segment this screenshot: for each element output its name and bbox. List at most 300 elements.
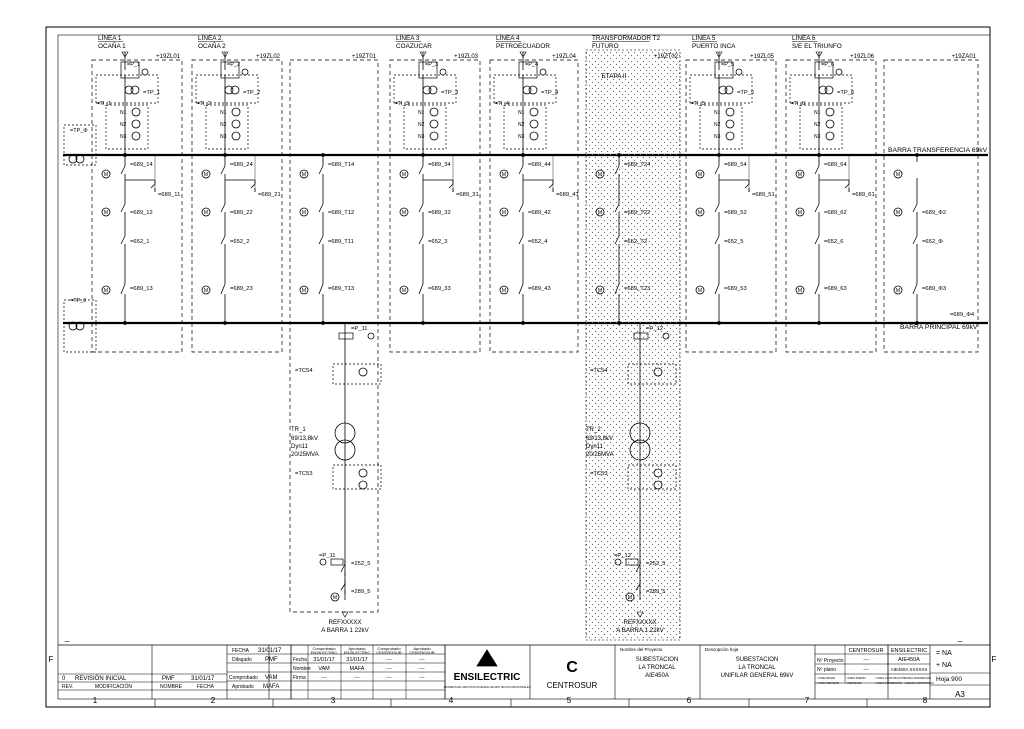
busbar-transfer-label: BARRA TRANSFERENCIA 69kV — [888, 147, 988, 154]
s1-label-6: =689_T24 — [624, 162, 651, 168]
tr1-tc-low-label: =TC53 — [295, 471, 313, 477]
ct-sym-2-0 — [232, 108, 240, 116]
tp-group-5 — [494, 75, 556, 103]
ct-N1-2: N1 — [220, 110, 227, 116]
bay-name-2: OCAÑA 2 — [198, 43, 226, 50]
hdr-fecha: FECHA — [197, 684, 214, 690]
sign-row-label-2: Firma — [293, 675, 306, 681]
rev-date: 31/01/17 — [191, 676, 215, 682]
cb-label-7: =652_5 — [724, 239, 744, 245]
ct-N1-4: N1 — [418, 110, 425, 116]
s4-label-8: =689_63 — [824, 286, 847, 292]
s3-label-7: =689_52 — [724, 210, 747, 216]
s4-label-3: =689_T13 — [328, 286, 355, 292]
sign-val-1-0: VAM — [318, 666, 330, 672]
node-top-7 — [718, 154, 721, 157]
sw2-5-blade — [549, 184, 553, 188]
cb-9-blade — [913, 236, 917, 244]
s3-label-9: =689_Φ2 — [922, 210, 947, 216]
node-bot-8 — [818, 322, 821, 325]
bay-name-7: PUERTO INCA — [692, 43, 736, 50]
sw2-7-blade — [745, 184, 749, 188]
motor-b-1-m: M — [103, 210, 109, 216]
tr1-pt-label: =P_11 — [351, 326, 368, 332]
ct-sym-1-1 — [132, 120, 140, 128]
motor-c-7-m: M — [697, 288, 703, 294]
motor-b-8-m: M — [797, 210, 803, 216]
proj-no-label: Nº Proyecto — [817, 658, 844, 664]
fecha-label: FECHA — [232, 648, 249, 654]
ct-group-8 — [800, 105, 842, 149]
rev-name: PMF — [162, 676, 175, 682]
tr2-power: 20/25MVA — [586, 452, 614, 458]
motor-a-9-m: M — [895, 172, 901, 178]
ct-sym-2-2 — [232, 132, 240, 140]
s2-label-4: =689_31 — [456, 192, 479, 198]
diagram-labels — [49, 33, 997, 705]
sign-col-a-2: Comprobado — [377, 646, 401, 651]
grid-col-5: 5 — [566, 696, 572, 705]
project-line-2: AIE450A — [645, 673, 669, 679]
ct-group-5 — [504, 105, 546, 149]
node-top-5 — [522, 154, 525, 157]
sign-val-1-2: --- — [386, 666, 392, 672]
ct-N2-8: N2 — [814, 122, 821, 128]
hdr-mod: MODIFICACIÓN — [95, 684, 132, 690]
s2-label-5: =689_41 — [556, 192, 579, 198]
ct-sym-1-0 — [132, 108, 140, 116]
coupler-extra-label: =689_Φ4 — [950, 312, 975, 318]
dibujado-value: PMF — [265, 657, 278, 663]
ct-N2-4: N2 — [418, 122, 425, 128]
pt-label-4: =P_3 — [425, 62, 438, 68]
ct-sym-4-0 — [430, 108, 438, 116]
hoja-label: Hoja 900 — [936, 676, 963, 683]
sign-val-0-1: 31/01/17 — [346, 657, 368, 663]
motor-b-7-m: M — [697, 210, 703, 216]
ct-sym-7-1 — [726, 120, 734, 128]
tp-sym-b-4 — [429, 86, 437, 94]
tr1-motor-m: M — [332, 595, 338, 601]
s2-label-7: =689_51 — [752, 192, 775, 198]
ct-group-1 — [106, 105, 148, 149]
pt-sym-1 — [142, 69, 148, 75]
motor-c-8-m: M — [797, 288, 803, 294]
node-bot-7 — [718, 322, 721, 325]
tr1-pt-low-sym — [320, 559, 326, 565]
tp-group-7 — [690, 75, 755, 103]
sw4-8-blade — [815, 284, 819, 294]
bay-line-5: LÍNEA 4 — [496, 35, 520, 42]
project-line-0: SUBESTACION — [635, 657, 679, 663]
sw3-7-blade — [715, 204, 719, 212]
sw1-3-blade — [319, 166, 323, 174]
motor-b-5-m: M — [501, 210, 507, 216]
company1-name: ENSILECTRIC — [453, 672, 521, 683]
s3-label-3: =689_T12 — [328, 210, 355, 216]
ct-N2-1: N2 — [120, 122, 127, 128]
node-bot-6 — [618, 322, 621, 325]
pt-sym-4 — [440, 69, 446, 75]
sw1-8-blade — [815, 166, 819, 174]
ct-N3-2: N3 — [220, 134, 227, 140]
s1-label-2: =689_24 — [230, 162, 253, 168]
s4-label-1: =689_13 — [130, 286, 153, 292]
future-bay-area — [586, 50, 680, 640]
ct-group-7 — [700, 105, 742, 149]
tr2-dest: A BARRA 1 22kV — [616, 627, 664, 634]
sign-col-b-2: CENTROSUR — [376, 650, 402, 655]
ct-sym-4-1 — [430, 120, 438, 128]
sw3-9-blade — [913, 204, 917, 212]
tr2-group: Dyn11 — [586, 444, 603, 450]
bay-line-2: LÍNEA 2 — [198, 35, 222, 42]
tp-label-5: =TP_4 — [541, 90, 559, 96]
sign-val-2-0: --- — [321, 675, 327, 681]
s3-label-5: =689_42 — [528, 210, 551, 216]
sign-col-b-0: ENSILECTRIC — [310, 650, 338, 655]
bay-frame-9 — [884, 60, 978, 352]
bay-line-4: LÍNEA 3 — [396, 35, 420, 42]
ct-sym-5-0 — [530, 108, 538, 116]
grid-col-2: 2 — [210, 696, 216, 705]
pt-sym-5 — [540, 69, 546, 75]
ct-sym-7-0 — [726, 108, 734, 116]
ct-sym-4-2 — [430, 132, 438, 140]
cb-3-blade — [319, 236, 323, 244]
bay-ref-3: +19ZT01 — [351, 54, 376, 60]
s1-label-8: =689_64 — [824, 162, 847, 168]
pt-sym-8 — [836, 69, 842, 75]
tp-label-7: =TP_5 — [737, 90, 755, 96]
tr1-group: Dyn11 — [291, 444, 308, 450]
tr1-tc-low-sym — [359, 469, 367, 477]
pt-sym-7 — [736, 69, 742, 75]
tr1-ratio: 69/13,8kV — [291, 436, 319, 442]
sw1-2-blade — [221, 166, 225, 174]
ct-N1-1: N1 — [120, 110, 127, 116]
ct-N2-2: N2 — [220, 122, 227, 128]
plano-0: --- — [863, 667, 869, 673]
motor-c-9-m: M — [895, 288, 901, 294]
cb-label-4: =652_3 — [428, 239, 448, 245]
sign-val-2-2: --- — [386, 675, 392, 681]
project-line-1: LA TRONCAL — [638, 665, 676, 671]
status-opt-4: □ PARA REVISIÓN — [817, 682, 840, 685]
marker: _ — [957, 633, 963, 642]
comprobado-value: VAM — [265, 675, 278, 681]
s2-label-8: =689_61 — [852, 192, 875, 198]
tp-sym-b-5 — [529, 86, 537, 94]
bay-ref-8: +19ZL06 — [850, 54, 874, 60]
ct-sym-8-2 — [826, 132, 834, 140]
bay-line-7: LÍNEA 5 — [692, 35, 716, 42]
status-opt-1: □ PARA DISEÑO — [846, 677, 866, 680]
tr2-motor-m: M — [627, 595, 633, 601]
desc-line-2: UNIFILAR GENERAL 69kV — [720, 673, 794, 679]
s2-label-2: =689_21 — [258, 192, 281, 198]
aprobado-label: Aprobado — [232, 684, 254, 690]
code-hdr-0: CENTROSUR — [848, 648, 884, 654]
tr1-tc-low-sym2 — [359, 481, 367, 489]
plus-na: + NA — [936, 662, 952, 669]
s4-label-7: =689_53 — [724, 286, 747, 292]
tr2-ref: REFXXXXX — [623, 619, 657, 626]
pt-label-1: =P_1 — [127, 62, 140, 68]
bay-line-6: TRANSFORMADOR T2 — [592, 35, 661, 42]
ct-N1-7: N1 — [714, 110, 721, 116]
grid-col-6: 6 — [686, 696, 692, 705]
tr2-pt-label: =P_12 — [646, 326, 663, 332]
tr1-tc-high-sym — [359, 368, 367, 376]
desc-line-1: LA TRONCAL — [738, 665, 776, 671]
ti-label-4: =TI_3 — [394, 101, 409, 107]
ti-label-8: =TI_6 — [790, 101, 805, 107]
tp-bottom-label: =TP_0 — [70, 298, 87, 304]
ct-group-4 — [404, 105, 446, 149]
tp-label-4: =TP_3 — [441, 90, 459, 96]
company1-sub: SISTEMAS DE CIRCUITOS INTEGRAL DE PROYECTOS INDUSTRIALES — [443, 686, 531, 689]
node-top-2 — [224, 154, 227, 157]
tr1-pt-sym — [368, 333, 374, 339]
motor-a-1-m: M — [103, 172, 109, 178]
s1-label-3: =689_T14 — [328, 162, 355, 168]
tr2-sw-low-label: =289_5 — [646, 589, 666, 595]
node-top-6 — [618, 154, 621, 157]
marker: _ — [64, 633, 70, 642]
sw2-1-blade — [151, 184, 155, 188]
ct-sym-7-2 — [726, 132, 734, 140]
s4-label-5: =689_43 — [528, 286, 551, 292]
motor-a-5-m: M — [501, 172, 507, 178]
sw4-2-blade — [221, 284, 225, 294]
tr1-sw-low-blade — [341, 584, 345, 590]
size-label: A3 — [955, 690, 965, 699]
motor-c-6-m: M — [597, 288, 603, 294]
ct-N1-8: N1 — [814, 110, 821, 116]
node-top-3 — [322, 154, 325, 157]
grid-row-right: F — [991, 655, 997, 664]
ti-label-5: =TI_4 — [494, 101, 509, 107]
sw2-2-blade — [251, 184, 255, 188]
sign-col-b-1: ENSILECTRIC — [343, 650, 371, 655]
status-opt-0: □ PRELIMINAR — [817, 677, 836, 680]
bay-line-8: LÍNEA 6 — [792, 35, 816, 42]
grid-col-4: 4 — [448, 696, 454, 705]
sign-val-2-1: --- — [354, 675, 360, 681]
s1-label-7: =689_54 — [724, 162, 747, 168]
sw2-4-blade — [449, 184, 453, 188]
sign-row-label-0: Fecha — [293, 657, 307, 663]
ct-sym-5-1 — [530, 120, 538, 128]
sw4-5-blade — [519, 284, 523, 294]
cb-label-1: =652_1 — [130, 239, 150, 245]
tp-label-2: =TP_2 — [243, 90, 261, 96]
bay-ref-4: +19ZL03 — [454, 54, 478, 60]
bay-name-4: COAZUCAR — [396, 43, 432, 50]
tp-sym-b-2 — [231, 86, 239, 94]
node-bot-4 — [422, 322, 425, 325]
ti-label-2: =TI_2 — [196, 101, 211, 107]
tp-sym-b-8 — [825, 86, 833, 94]
tr2-tc-high-label: =TC54 — [590, 368, 608, 374]
bay-name-1: OCAÑA 1 — [98, 43, 126, 50]
s1-label-1: =689_14 — [130, 162, 153, 168]
bay-line-1: LÍNEA 1 — [98, 35, 122, 42]
sign-col-a-0: Comprobado — [312, 646, 336, 651]
cb-4-blade — [419, 236, 423, 244]
cb-7-blade — [715, 236, 719, 244]
rev-desc: REVISIÓN INICIAL — [75, 676, 127, 682]
motor-c-4-m: M — [401, 288, 407, 294]
status-opt-3: □ PARA APROBACIÓN — [904, 677, 931, 680]
s3-label-4: =689_32 — [428, 210, 451, 216]
s3-label-8: =689_62 — [824, 210, 847, 216]
cb-label-2: =652_2 — [230, 239, 250, 245]
pt-sym-2 — [242, 69, 248, 75]
bay-ref-6: +19ZT02 — [653, 54, 678, 60]
motor-b-2-m: M — [203, 210, 209, 216]
cb-1-blade — [121, 236, 125, 244]
grid-row-left: F — [48, 655, 54, 664]
s2-label-1: =689_11 — [158, 192, 181, 198]
pt-label-7: =P_5 — [721, 62, 734, 68]
tp-group-1 — [96, 75, 161, 103]
bay-name-8: S/E EL TRIUNFO — [792, 43, 842, 50]
ct-N3-5: N3 — [518, 134, 525, 140]
sw1-7-blade — [715, 166, 719, 174]
sw1-4-blade — [419, 166, 423, 174]
tr1-pt-low-label: =P_11 — [319, 553, 336, 559]
bay-ref-2: +19ZL02 — [256, 54, 280, 60]
cb-label-9: =652_Φ — [922, 239, 943, 245]
tp-group-8 — [790, 75, 855, 103]
sign-val-0-3: --- — [419, 657, 425, 663]
pt-label-2: =P_2 — [227, 62, 240, 68]
comprobado-label: Comprobado — [229, 675, 258, 681]
bay-name-5: PETROECUADOR — [496, 43, 550, 50]
bay-ref-7: +19ZL05 — [750, 54, 774, 60]
status-opt-7: □ SEGÚN CONSTRUIDO — [904, 682, 934, 685]
proj-no-1: AIE450A — [898, 657, 920, 663]
tr1-out-arrow — [342, 612, 348, 617]
bay-ref-5: +19ZL04 — [552, 54, 576, 60]
sign-val-1-1: MAFA — [349, 666, 365, 672]
sign-val-1-3: --- — [419, 666, 425, 672]
motor-a-6-m: M — [597, 172, 603, 178]
proj-no-0: --- — [863, 657, 869, 663]
sign-val-0-2: --- — [386, 657, 392, 663]
cb-label-3: =689_T11 — [328, 239, 354, 245]
status-opt-5: □ REVISADO — [846, 682, 862, 685]
cb-label-5: =652_4 — [528, 239, 548, 245]
ct-N3-8: N3 — [814, 134, 821, 140]
motor-c-1-m: M — [103, 288, 109, 294]
sign-col-b-3: CENTROSUR — [409, 650, 435, 655]
bay-ref-1: +19ZL01 — [156, 54, 180, 60]
tp-group-4 — [394, 75, 459, 103]
sw4-3-blade — [319, 284, 323, 294]
ct-sym-2-1 — [232, 120, 240, 128]
tp-label-1: =TP_1 — [143, 90, 161, 96]
tp-group-2 — [196, 75, 261, 103]
motor-b-9-m: M — [895, 210, 901, 216]
s3-label-2: =689_22 — [230, 210, 253, 216]
s3-label-1: =689_12 — [130, 210, 153, 216]
motor-c-5-m: M — [501, 288, 507, 294]
tp-sym-b-1 — [131, 86, 139, 94]
s4-label-9: =689_Φ3 — [922, 286, 947, 292]
ct-sym-8-0 — [826, 108, 834, 116]
ti-label-7: =TI_5 — [690, 101, 705, 107]
grid-col-7: 7 — [804, 696, 810, 705]
motor-a-3-m: M — [301, 172, 307, 178]
plano-label: Nº plano — [817, 667, 837, 673]
tr1-name: TR_1 — [291, 427, 306, 433]
tr1-sw-low-label: =289_5 — [351, 589, 371, 595]
sw3-8-blade — [815, 204, 819, 212]
aprobado-value: MAFA — [263, 684, 280, 690]
pt-label-8: =P_6 — [821, 62, 834, 68]
ct-N1-5: N1 — [518, 110, 525, 116]
bay-name-6: FUTURO — [592, 43, 619, 50]
motor-b-4-m: M — [401, 210, 407, 216]
motor-a-7-m: M — [697, 172, 703, 178]
sw3-2-blade — [221, 204, 225, 212]
tr1-cb-low-label: =252_5 — [351, 561, 371, 567]
sw4-1-blade — [121, 284, 125, 294]
centrosur-logo-icon: C — [566, 659, 578, 676]
s4-label-4: =689_33 — [428, 286, 451, 292]
fecha-value: 31/01/17 — [258, 648, 282, 654]
ct-sym-1-2 — [132, 132, 140, 140]
etapa-label: ETAPA II — [601, 73, 627, 80]
sw3-1-blade — [121, 204, 125, 212]
tp-label-8: =TP_6 — [837, 90, 855, 96]
diagram-drawing — [58, 42, 990, 708]
tr2-name: TR_2 — [586, 427, 601, 433]
motor-c-3-m: M — [301, 288, 307, 294]
tp-sym-b-7 — [725, 86, 733, 94]
sw3-3-blade — [319, 204, 323, 212]
motor-b-3-m: M — [301, 210, 307, 216]
s1-label-4: =689_34 — [428, 162, 451, 168]
company2-name: CENTROSUR — [546, 681, 598, 690]
desc-label: Descripción hoja — [705, 647, 739, 652]
eq-na: = NA — [936, 650, 952, 657]
s3-label-6: =689_T22 — [624, 210, 651, 216]
grid-col-8: 8 — [922, 696, 928, 705]
node-bot-2 — [224, 322, 227, 325]
ct-group-2 — [206, 105, 248, 149]
tr1-pt-low-box — [331, 559, 343, 565]
sw1-5-blade — [519, 166, 523, 174]
bay-frame-3 — [290, 60, 378, 612]
code-hdr-1: ENSILECTRIC — [890, 648, 928, 654]
hdr-rev: REV. — [62, 684, 74, 690]
hdr-nombre: NOMBRE — [160, 684, 182, 690]
status-opt-6: □ PARA APROBACIÓN — [875, 682, 902, 685]
sign-val-2-3: --- — [419, 675, 425, 681]
tr2-cb-low-label: =252_5 — [646, 561, 666, 567]
cb-label-6: =652_T2 — [624, 239, 648, 245]
cb-5-blade — [519, 236, 523, 244]
dibujado-label: Dibujado — [232, 657, 252, 663]
sw1-1-blade — [121, 166, 125, 174]
tr2-tc-low-label: =TC53 — [590, 471, 608, 477]
tr1-power: 20/25MVA — [291, 452, 319, 458]
motor-a-2-m: M — [203, 172, 209, 178]
